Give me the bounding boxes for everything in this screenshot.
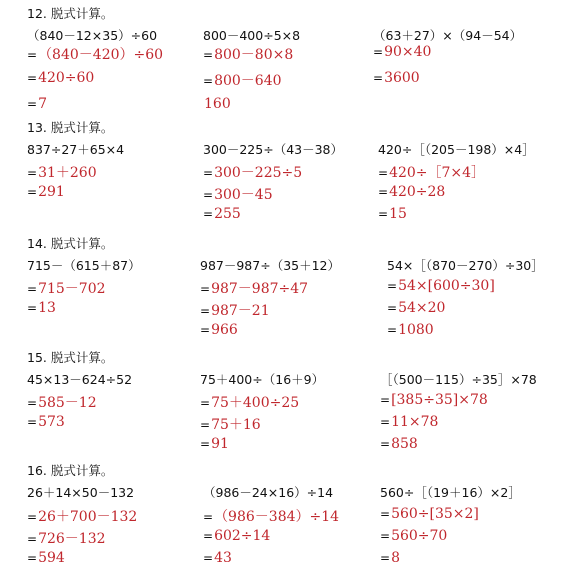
solution-step: =560÷[35×2] <box>380 506 479 522</box>
problem-expression: ［（500－115）÷35］×78 <box>380 372 537 387</box>
solution-step: =715－702 <box>27 281 106 297</box>
solution-step: =1080 <box>387 322 434 338</box>
problem-expression: （63＋27）×（94－54） <box>373 28 523 43</box>
solution-step: =420÷［7×4］ <box>378 165 486 181</box>
solution-step: =15 <box>378 206 407 222</box>
solution-step: =420÷28 <box>378 184 446 200</box>
solution-step: =602÷14 <box>203 528 271 544</box>
solution-step: =（986－384）÷14 <box>203 509 340 525</box>
solution-step: =26＋700－132 <box>27 509 138 525</box>
solution-step: =573 <box>27 414 65 430</box>
solution-step: =255 <box>203 206 241 222</box>
solution-step: =90×40 <box>373 44 432 60</box>
solution-step: =726－132 <box>27 531 106 547</box>
problem-expression: 420÷［（205－198）×4］ <box>378 142 535 157</box>
solution-step: =31＋260 <box>27 165 97 181</box>
section-title: 14. 脱式计算。 <box>27 236 114 251</box>
solution-step: =13 <box>27 300 56 316</box>
solution-step: =987－21 <box>200 303 270 319</box>
solution-step: =（840－420）÷60 <box>27 47 164 63</box>
solution-step: =8 <box>380 550 400 566</box>
solution-step: =54×20 <box>387 300 446 316</box>
solution-step: =300－225÷5 <box>203 165 303 181</box>
problem-expression: 26＋14×50－132 <box>27 485 135 500</box>
solution-step: =800－640 <box>203 73 282 89</box>
problem-expression: 45×13－624÷52 <box>27 372 133 387</box>
solution-step: =[385÷35]×78 <box>380 392 488 408</box>
problem-expression: 800－400÷5×8 <box>203 28 301 43</box>
problem-expression: 75＋400÷（16＋9） <box>200 372 325 387</box>
problem-expression: （840－12×35）÷60 <box>27 28 158 43</box>
solution-step: =291 <box>27 184 65 200</box>
section-title: 16. 脱式计算。 <box>27 463 114 478</box>
problem-expression: 300－225÷（43－38） <box>203 142 344 157</box>
solution-step: =43 <box>203 550 232 566</box>
solution-step: =987－987÷47 <box>200 281 309 297</box>
solution-step: =585－12 <box>27 395 97 411</box>
section-title: 12. 脱式计算。 <box>27 6 114 21</box>
solution-step: =91 <box>200 436 229 452</box>
section-title: 13. 脱式计算。 <box>27 120 114 135</box>
solution-step: =800－80×8 <box>203 47 294 63</box>
problem-expression: （986－24×16）÷14 <box>203 485 334 500</box>
solution-step: =3600 <box>373 70 420 86</box>
problem-expression: 715－（615＋87） <box>27 258 141 273</box>
solution-step: =11×78 <box>380 414 439 430</box>
solution-step: =54×[600÷30] <box>387 278 495 294</box>
solution-step: =858 <box>380 436 418 452</box>
problem-expression: 560÷［（19＋16）×2］ <box>380 485 521 500</box>
problem-expression: 54×［（870－270）÷30］ <box>387 258 544 273</box>
solution-step: =300－45 <box>203 187 273 203</box>
solution-step: =7 <box>27 96 47 112</box>
solution-step: =75＋400÷25 <box>200 395 300 411</box>
problem-expression: 837÷27＋65×4 <box>27 142 125 157</box>
section-title: 15. 脱式计算。 <box>27 350 114 365</box>
problem-expression: 987－987÷（35＋12） <box>200 258 341 273</box>
solution-step: 160 <box>204 96 231 112</box>
solution-step: =966 <box>200 322 238 338</box>
solution-step: =420÷60 <box>27 70 95 86</box>
solution-step: =594 <box>27 550 65 566</box>
solution-step: =560÷70 <box>380 528 448 544</box>
solution-step: =75＋16 <box>200 417 261 433</box>
